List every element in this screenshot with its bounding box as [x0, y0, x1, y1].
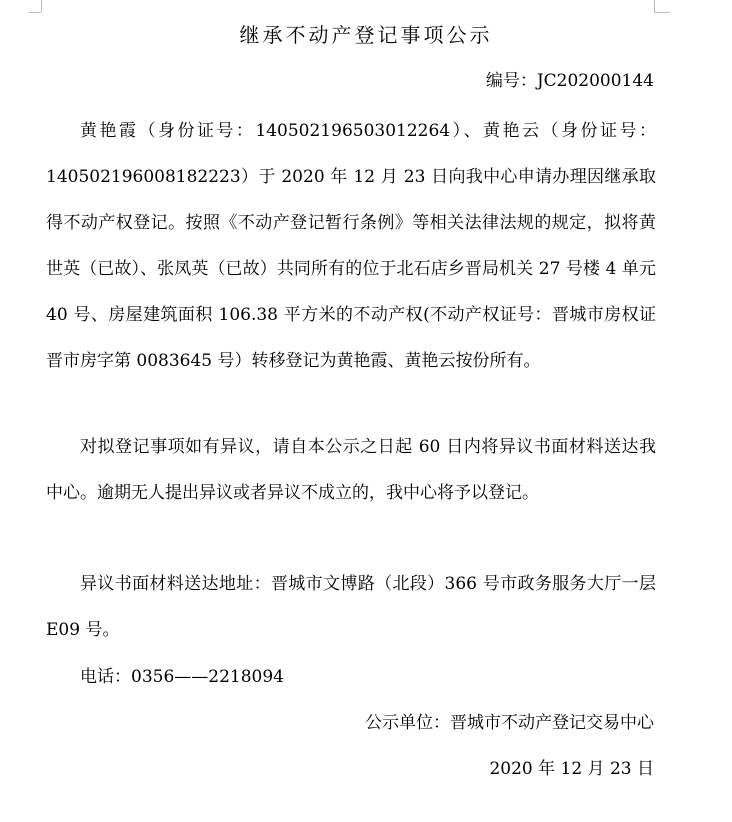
- crop-mark: [654, 12, 670, 13]
- paragraph-phone: 电话：0356——2218094: [80, 667, 284, 687]
- paragraph-objection: 对拟登记事项如有异议，请自本公示之日起 60 日内将异议书面材料送达我中心。逾期无人提出异议或者异议不成立的，我中心将予以登记。: [46, 437, 656, 503]
- document-title: 继承不动产登记事项公示: [239, 23, 493, 47]
- document-number: 编号：JC202000144: [485, 71, 654, 91]
- paragraph-address: 异议书面材料送达地址：晋城市文博路（北段）366 号市政务服务大厅一层 E09 号。: [46, 574, 656, 640]
- crop-mark: [41, 0, 42, 12]
- publish-date: 2020 年 12 月 23 日: [489, 759, 654, 779]
- paragraph-application: 黄艳霞（身份证号：140502196503012264）、黄艳云（身份证号：140502196008182223）于 2020 年 12 月 23 日向我中心申请办理因继承取得不动产权登记。按照《不动产登记暂行条例》等相关法律法规的规定，拟将黄世英（已故）、张凤英（已故）共同所有的位于北石店乡晋局机关 27 号楼 4 单元 40 号、房屋建筑面积 106.38 平方米的不动产权(不动产权证号：晋城市房权证晋市房字第 0083645 号）转移登记为黄艳霞、黄艳云按份所有。: [46, 121, 656, 371]
- publisher: 公示单位：晋城市不动产登记交易中心: [365, 713, 654, 733]
- crop-mark: [29, 12, 41, 13]
- crop-mark: [654, 0, 655, 12]
